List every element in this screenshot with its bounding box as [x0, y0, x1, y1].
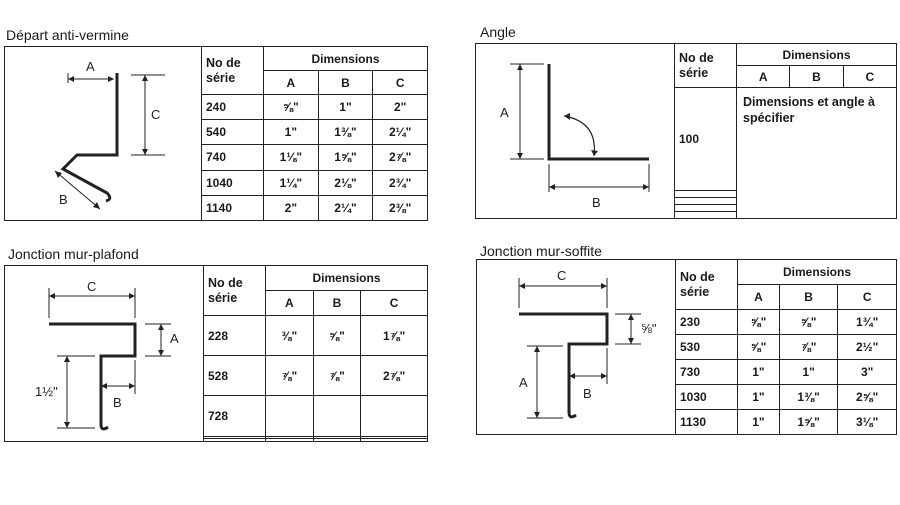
table-row — [202, 195, 428, 220]
cell-serie: 240 — [202, 95, 264, 120]
table-row — [204, 396, 428, 436]
header-col-b: B — [318, 71, 373, 95]
profile-diagram-jonction-mur-plafond — [5, 266, 205, 440]
profile-shape — [63, 73, 117, 201]
header-col-a: A — [738, 285, 780, 310]
dim-label-a: A — [519, 375, 528, 390]
header-dimensions: Dimensions — [737, 44, 897, 66]
header-col-c: C — [361, 291, 428, 316]
cell-serie-empty — [204, 439, 266, 442]
cell-b: 1⅝" — [779, 410, 838, 435]
cell-serie: 1040 — [202, 170, 264, 195]
cell-serie: 1030 — [676, 385, 738, 410]
cell-serie: 1140 — [202, 195, 264, 220]
cell-a: 1¼" — [264, 170, 319, 195]
cell-a: 1" — [264, 120, 319, 145]
cell-serie: 530 — [676, 335, 738, 360]
table-row — [204, 356, 428, 396]
cell-b: ⅞" — [313, 356, 361, 396]
dim-label-b: B — [113, 395, 122, 410]
cell-c — [361, 396, 428, 436]
cell-b: ⅝" — [313, 316, 361, 356]
cell-b: ⅝" — [779, 310, 838, 335]
cell-b: 1⅜" — [779, 385, 838, 410]
dim-label-c: C — [151, 107, 161, 122]
table-row — [202, 145, 428, 170]
cell-c: 3⅛" — [838, 410, 897, 435]
cell-b — [313, 396, 361, 436]
cell-c: 1⅞" — [361, 316, 428, 356]
header-col-a: A — [266, 291, 314, 316]
cell-b: 1" — [318, 95, 373, 120]
table-row — [204, 439, 428, 442]
header-col-a: A — [264, 71, 319, 95]
cell-a: ⅞" — [266, 356, 314, 396]
panel-title-depart-anti-vermine: Départ anti-vermine — [6, 27, 129, 43]
cell-c: 2¾" — [373, 170, 428, 195]
table-row — [675, 88, 897, 191]
cell-a — [266, 396, 314, 436]
note-dimensions-angle: Dimensions et angle à spécifier — [737, 88, 897, 219]
dim-label-b: B — [583, 386, 592, 401]
cell-a: ⅝" — [264, 95, 319, 120]
dim-label-height: 1½" — [35, 384, 58, 399]
cell-empty — [266, 439, 314, 442]
spec-table-depart-anti-vermine — [201, 46, 428, 221]
cell-c: 2⅞" — [373, 145, 428, 170]
cell-serie: 1130 — [676, 410, 738, 435]
cell-b: 1" — [779, 360, 838, 385]
angle-arc — [564, 116, 594, 156]
cell-a: 1⅛" — [264, 145, 319, 170]
header-col-c: C — [373, 71, 428, 95]
profile-diagram-jonction-mur-soffite — [477, 260, 677, 434]
cell-serie-empty — [675, 211, 737, 218]
panel-title-jonction-mur-soffite: Jonction mur-soffite — [480, 243, 602, 259]
table-row — [202, 170, 428, 195]
table-row — [676, 310, 897, 335]
table-row — [202, 120, 428, 145]
cell-empty — [361, 439, 428, 442]
cell-b: 1⅜" — [318, 120, 373, 145]
spec-table-jonction-mur-soffite — [675, 259, 897, 435]
dim-label-height: ⅝" — [641, 321, 657, 336]
cell-empty — [313, 439, 361, 442]
profile-diagram-angle — [476, 44, 676, 218]
cell-a: 2" — [264, 195, 319, 220]
cell-serie: 740 — [202, 145, 264, 170]
profile-shape — [49, 324, 135, 429]
cell-serie-empty — [675, 191, 737, 198]
cell-serie: 528 — [204, 356, 266, 396]
table-row — [676, 410, 897, 435]
cell-serie: 228 — [204, 316, 266, 356]
cell-c: 2¼" — [373, 120, 428, 145]
header-dimensions: Dimensions — [266, 266, 428, 291]
cell-serie: 540 — [202, 120, 264, 145]
cell-a: ⅝" — [738, 335, 780, 360]
panel-title-angle: Angle — [480, 24, 516, 40]
table-row — [676, 360, 897, 385]
cell-serie: 730 — [676, 360, 738, 385]
table-row — [204, 316, 428, 356]
dim-label-c: C — [87, 279, 97, 294]
header-dimensions: Dimensions — [738, 260, 897, 285]
cell-b: 2¼" — [318, 195, 373, 220]
dim-label-a: A — [500, 105, 509, 120]
cell-c: 2⅝" — [838, 385, 897, 410]
cell-c: 2½" — [838, 335, 897, 360]
cell-b: ⅞" — [779, 335, 838, 360]
spec-table-angle — [674, 43, 897, 219]
spec-table-jonction-mur-plafond — [203, 265, 428, 442]
profile-diagram-depart-anti-vermine — [5, 47, 205, 219]
header-col-c: C — [838, 285, 897, 310]
cell-a: 1" — [738, 410, 780, 435]
cell-serie: 100 — [675, 88, 737, 191]
cell-c: 1¾" — [838, 310, 897, 335]
table-row — [676, 335, 897, 360]
header-dimensions: Dimensions — [264, 47, 428, 71]
dim-label-a: A — [86, 59, 95, 74]
header-col-b: B — [313, 291, 361, 316]
header-no-serie: No de série — [204, 266, 266, 316]
cell-c: 2⅞" — [361, 356, 428, 396]
header-no-serie: No de série — [675, 44, 737, 88]
cell-serie: 728 — [204, 396, 266, 436]
profile-shape — [549, 64, 649, 159]
cell-b: 1⅝" — [318, 145, 373, 170]
profile-shape — [519, 314, 607, 417]
header-no-serie: No de série — [202, 47, 264, 95]
dim-label-a: A — [170, 331, 179, 346]
cell-c: 2" — [373, 95, 428, 120]
cell-c: 2⅜" — [373, 195, 428, 220]
cell-a: 1" — [738, 385, 780, 410]
header-col-b: B — [779, 285, 838, 310]
table-row — [676, 385, 897, 410]
header-col-a: A — [737, 66, 790, 88]
cell-b: 2⅛" — [318, 170, 373, 195]
header-col-c: C — [843, 66, 896, 88]
panel-title-jonction-mur-plafond: Jonction mur-plafond — [8, 246, 139, 262]
cell-serie-empty — [675, 205, 737, 212]
table-row — [202, 95, 428, 120]
header-col-b: B — [790, 66, 843, 88]
cell-a: ⅝" — [738, 310, 780, 335]
cell-c: 3" — [838, 360, 897, 385]
dim-label-c: C — [557, 268, 567, 283]
header-no-serie: No de série — [676, 260, 738, 310]
cell-serie: 230 — [676, 310, 738, 335]
cell-a: ⅜" — [266, 316, 314, 356]
cell-a: 1" — [738, 360, 780, 385]
dim-label-b: B — [59, 192, 68, 207]
cell-serie-empty — [675, 198, 737, 205]
dim-label-b: B — [592, 195, 601, 210]
